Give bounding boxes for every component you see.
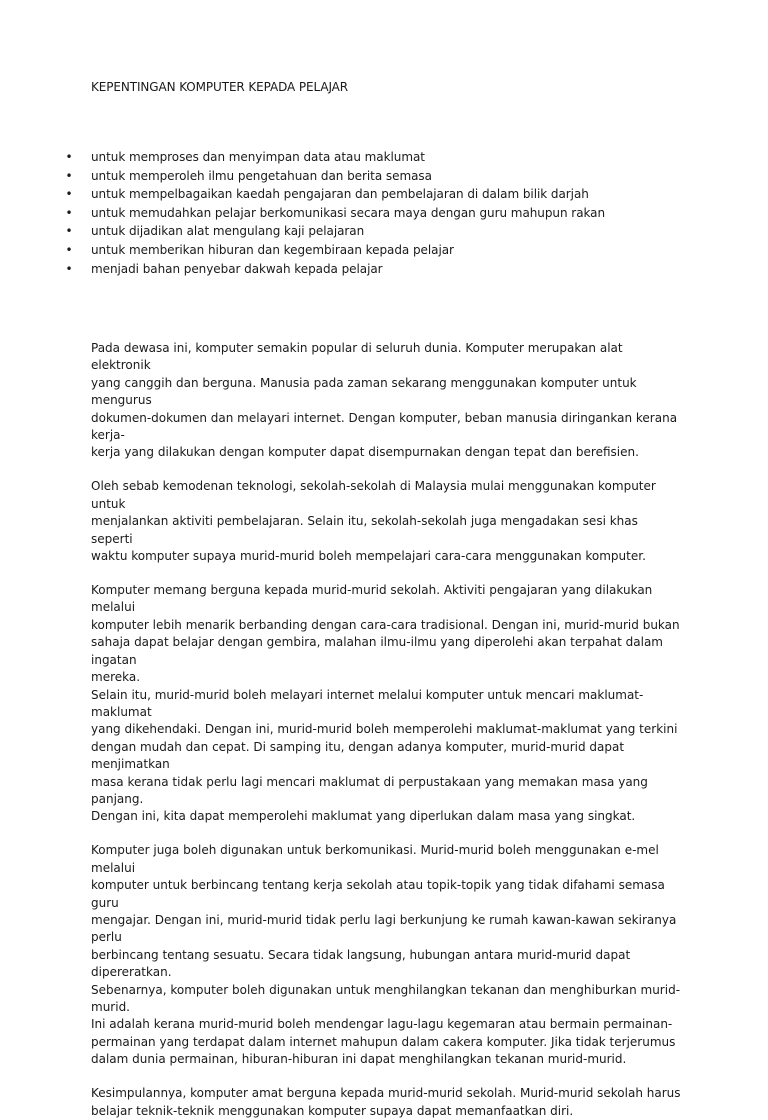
- paragraph: Pada dewasa ini, komputer semakin popular di seluruh dunia. Komputer merupakan alat elektronik yang canggih dan berguna. Manusia pada zaman sekarang menggunakan komputer untuk mengurus dokumen-dokumen dan melayari internet. Dengan komputer, beban manusia diringankan kerana kerja- kerja yang dilakukan dengan komputer dapat disempurnakan dengan tepat dan berefisien.: [91, 341, 678, 460]
- list-item-text: untuk memberikan hiburan dan kegembiraan kepada pelajar: [91, 242, 454, 257]
- bullet-icon: •: [65, 224, 73, 239]
- bullet-icon: •: [65, 205, 73, 220]
- bullet-icon: •: [65, 242, 73, 257]
- list-item-text: untuk memudahkan pelajar berkomunikasi secara maya dengan guru mahupun rakan: [91, 205, 606, 220]
- bullet-icon: •: [65, 261, 73, 276]
- list-item: [65, 148, 605, 167]
- list-item: [65, 204, 605, 223]
- list-item-text: untuk dijadikan alat mengulang kaji pelajaran: [91, 224, 365, 239]
- list-item-text: untuk memproses dan menyimpan data atau maklumat: [91, 150, 425, 164]
- list-item-text: untuk mempelbagaikan kaedah pengajaran dan pembelajaran di dalam bilik darjah: [91, 187, 589, 202]
- paragraph: Kesimpulannya, komputer amat berguna kepada murid-murid sekolah. Murid-murid sekolah harus belajar teknik-teknik menggunakan komputer supaya dapat memanfaatkan diri.: [91, 1086, 681, 1118]
- bullet-list: [65, 148, 605, 278]
- paragraph-gap: [91, 826, 681, 843]
- bullet-icon: •: [65, 187, 73, 202]
- list-item-text: menjadi bahan penyebar dakwah kepada pelajar: [91, 261, 383, 276]
- bullet-icon: •: [65, 168, 73, 183]
- paragraph-gap: [91, 462, 681, 479]
- bullet-icon: •: [65, 150, 73, 164]
- document-body: [91, 340, 681, 1120]
- document-title: KEPENTINGAN KOMPUTER KEPADA PELAJAR: [91, 80, 349, 94]
- paragraph: Komputer memang berguna kepada murid-murid sekolah. Aktiviti pengajaran yang dilakukan melalui komputer lebih menarik berbanding dengan cara-cara tradisional. Dengan ini, murid-murid bukan sahaja dapat belajar dengan gembira, malahan ilmu-ilmu yang diperolehi akan terpahat dalam ingatan mereka. Selain itu, murid-murid boleh melayari internet melalui komputer untuk mencari maklumat-maklumat yang dikehendaki. Dengan ini, murid-murid boleh memperolehi maklumat-maklumat yang terkini dengan mudah dan cepat. Di samping itu, dengan adanya komputer, murid-murid dapat menjimatkan masa kerana tidak perlu lagi mencari maklumat di perpustakaan yang memakan masa yang panjang. Dengan ini, kita dapat memperolehi maklumat yang diperlukan dalam masa yang singkat.: [91, 583, 680, 824]
- paragraph: Oleh sebab kemodenan teknologi, sekolah-sekolah di Malaysia mulai menggunakan komputer untuk menjalankan aktiviti pembelajaran. Selain itu, sekolah-sekolah juga mengadakan sesi khas seperti waktu komputer supaya murid-murid boleh mempelajari cara-cara menggunakan komputer.: [91, 479, 656, 564]
- list-item: [65, 222, 605, 241]
- paragraph-gap: [91, 1069, 681, 1086]
- list-item: [65, 167, 605, 186]
- list-item: [65, 260, 605, 279]
- list-item: [65, 185, 605, 204]
- paragraph-gap: [91, 565, 681, 582]
- list-item: [65, 241, 605, 260]
- list-item-text: untuk memperoleh ilmu pengetahuan dan berita semasa: [91, 168, 432, 183]
- paragraph: Komputer juga boleh digunakan untuk berkomunikasi. Murid-murid boleh menggunakan e-mel melalui komputer untuk berbincang tentang kerja sekolah atau topik-topik yang tidak difahami semasa guru mengajar. Dengan ini, murid-murid tidak perlu lagi berkunjung ke rumah kawan-kawan sekiranya perlu berbincang tentang sesuatu. Secara tidak langsung, hubungan antara murid-murid dapat dipereratkan. Sebenarnya, komputer boleh digunakan untuk menghilangkan tekanan dan menghiburkan murid-murid. Ini adalah kerana murid-murid boleh mendengar lagu-lagu kegemaran atau bermain permainan- permainan yang terdapat dalam internet mahupun dalam cakera komputer. Jika tidak terjerumus dalam dunia permainan, hiburan-hiburan ini dapat menghilangkan tekanan murid-murid.: [91, 843, 681, 1067]
